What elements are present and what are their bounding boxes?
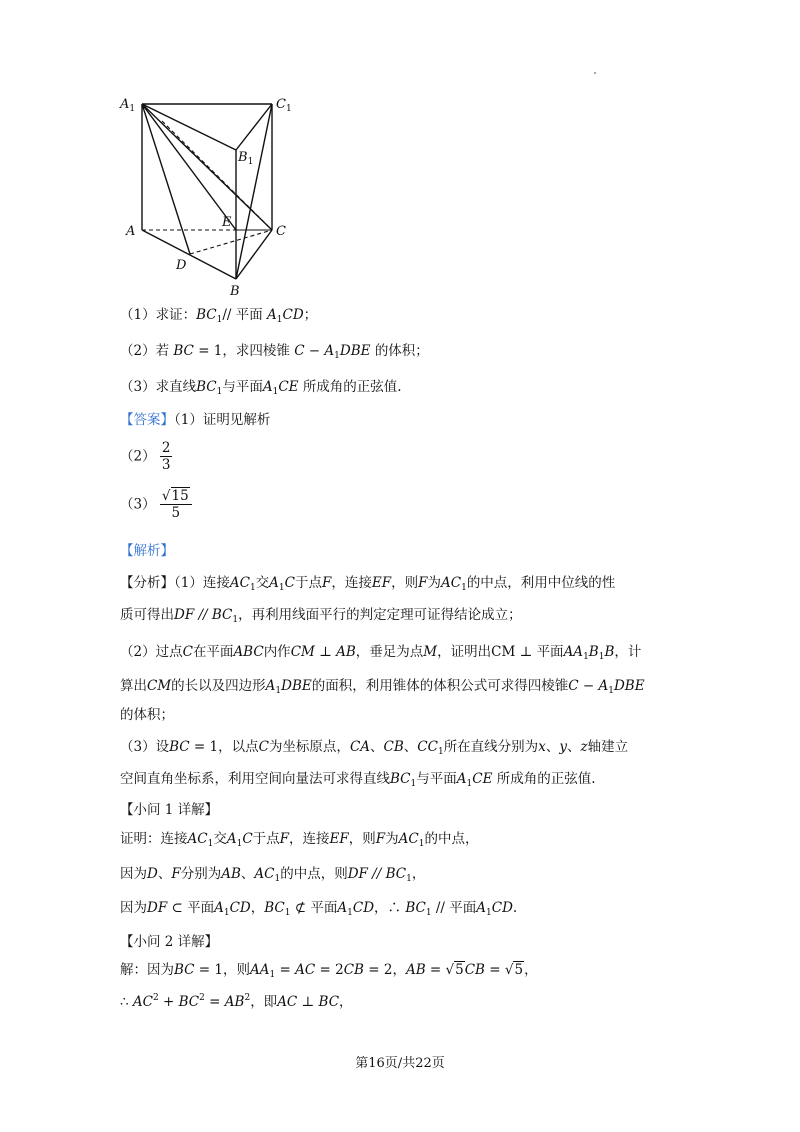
answer-3: （3） $\frac{√15}{5}$ — [120, 488, 680, 532]
answer-2: （2） $\frac{2}{3}$ — [120, 440, 171, 473]
analysis-p2-line3: 的体积； — [120, 707, 174, 723]
analysis-p2-line2: 算出CM的长以及四边形$A_1DBE$的面积，利用锥体的体积公式可求得四棱锥$C - A_1DBE$ — [120, 678, 645, 696]
label-C: C — [276, 224, 286, 239]
question-3: （3）求直线$BC_1$与平面$A_1CE$ 所成角的正弦值. — [120, 379, 402, 397]
label-A: A — [126, 224, 136, 239]
detail-2-line2: ∴ $AC^2 + BC^2 = AB^2$，即AC ⊥ BC， — [120, 993, 353, 1010]
detail-2-line1: 解：因为BC = 1，则$AA_1$ = AC = 2CB = 2，AB = √5CB = √5， — [120, 962, 538, 980]
detail-2-tag: 【小问 2 详解】 — [120, 934, 219, 950]
question-2: （2）若 BC = 1，求四棱锥 $C - A_1DBE$ 的体积； — [120, 343, 429, 361]
edge-BC1 — [236, 104, 272, 279]
analysis-tag: 【解析】 — [120, 543, 174, 559]
analysis-p3-line1: （3）设BC = 1，以点C为坐标原点，CA、CB、$CC_1$所在直线分别为x、y、z轴建立 — [120, 739, 629, 757]
question-1: （1）求证：$BC_1//$ 平面 $A_1CD$； — [120, 307, 318, 325]
label-A1: $A_1$ — [120, 97, 136, 114]
label-B1: $B_1$ — [238, 150, 254, 167]
scan-dot — [594, 72, 596, 74]
detail-1-line2: 因为D、F分别为AB、$AC_1$的中点，则DF // $BC_1$， — [120, 866, 426, 884]
detail-1-tag: 【小问 1 详解】 — [120, 802, 219, 818]
analysis-p2-line1: （2）过点C在平面ABC内作CM ⊥ AB，垂足为点M，证明出CM ⊥ 平面$AA_1B_1B$，计 — [120, 644, 642, 662]
hidden-edges — [142, 104, 272, 254]
page-footer: 第16页/共22页 — [355, 1056, 445, 1071]
edge-A1E — [142, 104, 236, 230]
label-C1: $C_1$ — [276, 97, 292, 114]
edge-AB — [142, 230, 236, 279]
detail-1-line1: 证明：连接$AC_1$交$A_1C$于点F，连接EF，则F为$AC_1$的中点， — [120, 831, 479, 849]
label-D: D — [176, 258, 187, 273]
label-E: E — [222, 215, 232, 230]
analysis-p3-line2: 空间直角坐标系，利用空间向量法可求得直线$BC_1$与平面$A_1CE$ 所成角的正弦值. — [120, 771, 596, 789]
answer-tag: 【答案】 — [120, 412, 174, 428]
answer-line: 【答案】（1）证明见解析 — [120, 412, 271, 428]
edge-A1B1 — [142, 104, 236, 150]
prism-diagram — [118, 88, 298, 298]
solid-edges — [142, 104, 272, 279]
edge-DC — [190, 230, 272, 254]
label-B: B — [230, 284, 240, 298]
analysis-tag-line — [120, 541, 680, 561]
prism-figure — [118, 88, 298, 298]
analysis-p1-line1: 【分析】（1）连接$AC_1$交$A_1C$于点F，连接EF，则F为$AC_1$的中点，利用中位线的性 — [120, 575, 616, 593]
analysis-p1-line2: 质可得出DF // $BC_1$，再利用线面平行的判定定理可证得结论成立； — [120, 607, 522, 625]
detail-1-line3: 因为DF ⊂ 平面$A_1CD$，$BC_1$ ⊄ 平面$A_1CD$，∴ $BC_1$ // 平面$A_1CD$. — [120, 900, 518, 918]
